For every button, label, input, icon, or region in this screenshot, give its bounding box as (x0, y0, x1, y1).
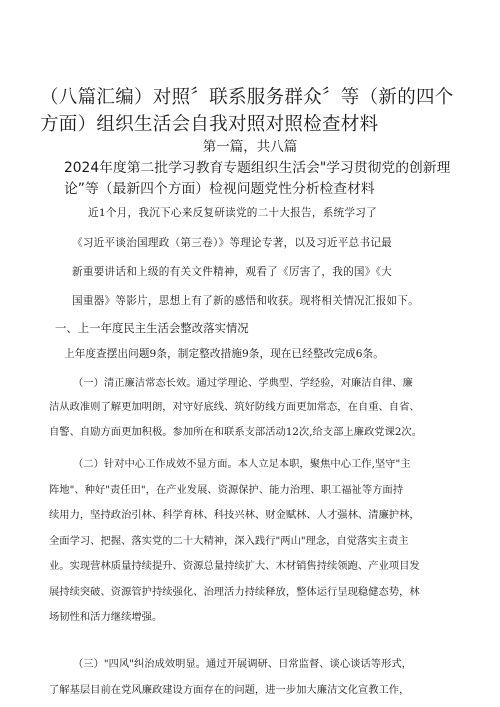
body-line: 自警、自励方面更加积极。参加所在和联系支部活动12次,给支部上廉政党课2次。 (49, 426, 423, 438)
document-title: （八篇汇编）对照〞联系服务群众〞等（新的四个方面）组织生活会自我对照对照检查材料 (40, 87, 454, 135)
body-line: 上年度查摆出问题9条，制定整改措施9条，现在已经整改完成6条。 (64, 348, 384, 360)
body-line: 场韧性和活力继续增强。 (49, 611, 163, 623)
body-line: 续用力，坚持政治引林、科学育林、科技兴林、财金赋林、人才强林、清廉护林， (49, 509, 420, 521)
body-line: 业。实现营林质量持续提升、资源总量持续扩大、木材销售持续领跑、产业项目发 (49, 560, 420, 572)
body-line: 全面学习、把握、落实党的二十大精神，深入践行"两山"理念，自觉落实主责主 (49, 535, 409, 547)
body-line: 阵地"、种好"责任田"，在产业发展、资源保护、能力治理、职工福祉等方面持 (49, 484, 404, 496)
body-line: 洁从政准则了解更加明朗，对守好底线、筑好防线方面更加常态，在自重、自省、 (49, 401, 420, 413)
body-line: （一）清正廉洁常态长效。通过学理论、学典型、学经验，对廉洁自律、廉 (73, 377, 413, 389)
body-line: 了解基层目前在党风廉政建设方面存在的问题，进一步加大廉洁文化宣教工作， (49, 684, 410, 696)
part-label: 第一篇，共八篇 (202, 139, 298, 155)
body-line: （二）针对中心工作成效不显方面。本人立足本职，聚焦中心工作,坚守"主 (73, 458, 411, 470)
body-line: 国重器》等影片，思想上有了新的感悟和收获。现将相关情况汇报如下。 (72, 295, 419, 307)
body-line: 新重要讲话和上级的有关文件精神，观看了《厉害了，我的国》《大 (72, 266, 393, 278)
body-line: 近1个月，我沉下心来反复研读党的二十大报告，系统学习了 (88, 207, 377, 219)
body-line: 展持续突破、资源管护持续强化、治理活力持续释放，整体运行呈现稳健态势，林 (49, 586, 420, 598)
section-subheading: 一、上一年度民主生活会整改落实情况 (55, 321, 249, 335)
body-line: （三）"四风"纠治成效明显。通过开展调研、日常监督、谈心谈话等形式， (73, 658, 412, 670)
section-heading: 2024年度第二批学习教育专题组织生活会"学习贯彻党的创新理论”等（最新四个方面）检视问题党性分析检查材料 (64, 160, 451, 197)
body-line: 《习近平谈治国理政（第三卷）》等理论专著，以及习近平总书记最 (72, 237, 393, 249)
